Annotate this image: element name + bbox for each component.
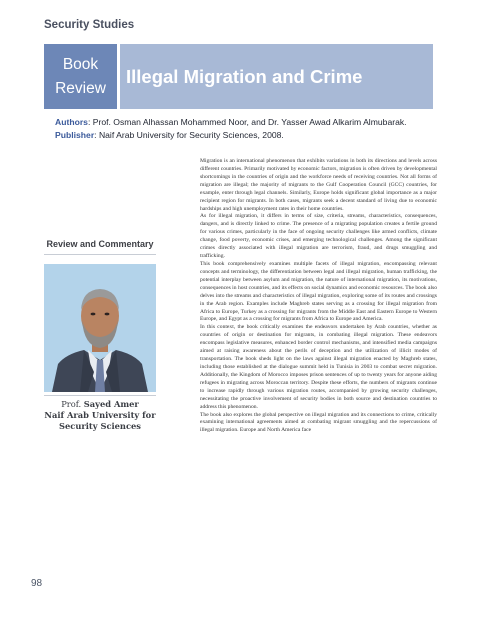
sidebar-divider: [44, 254, 156, 255]
sidebar-heading: Review and Commentary: [46, 239, 154, 249]
caption-divider: [44, 395, 156, 396]
authors-value: : Prof. Osman Alhassan Mohammed Noor, and Dr. Yasser Awad Alkarim Almubarak.: [87, 117, 407, 127]
body-paragraph: Migration is an international phenomenon that exhibits variations in both its directions and levels across different countries. Primarily motivated by economic factors, migration is often driven by developmental shortcomings in the countries of origin and the workforce needs of receiving countries. Not all forms of migration are illegal; the majority of migrants to the Gulf Cooperation Council (GCC) countries, for example, enter through legal channels. Similarly, Europe holds significant global importance as a major recipient region for migrants. In both cases, migrants seek a decent standard of living due to economic hardships and high unemployment rates in their home countries.: [200, 158, 437, 212]
book-word: Book: [62, 55, 99, 73]
reviewer-photo: [44, 264, 156, 392]
reviewer-caption: [40, 399, 160, 432]
body-paragraph: In this context, the book critically examines the endeavors undertaken by Arab countries, whether as countries of origin or destination for migrants, in combating illegal migration. These endeavors encompass legislative measures, enhanced border control mechanisms, and intensified media campaigns aimed at raising awareness about the perils of deception and the utilization of illicit modes of transportation. The book sheds light on the laws against illegal migration enacted by Maghreb states, including those established at the dialogue summit held in Tunisia in 2003 to combat secret migration. Additionally, the Kingdom of Morocco imposes prison sentences of up to twenty years for anyone aiding refugees in migrating across Moroccan territory. Despite these efforts, the numbers of migrants continue to increase rapidly through various migration routes, accompanied by growing security challenges, necessitating the proactive involvement of security bodies in both source and destination countries to address this phenomenon.: [200, 324, 437, 410]
reviewer-title: Prof.: [61, 399, 84, 409]
publisher-value: : Naif Arab University for Security Sciences, 2008.: [94, 129, 284, 140]
review-body: [200, 158, 437, 435]
book-review-badge: [44, 44, 117, 109]
section-title: Security Studies: [44, 19, 135, 31]
body-paragraph: As for illegal migration, it differs in terms of size, criteria, streams, characteristics, consequences, dangers, and is directly linked to crime. The presence of a migrating population creates a fertile ground for various crimes, particularly in the face of ongoing security challenges like armed conflicts, climate change, food poverty, economic crises, and emerging technological challenges. Among the significant crimes directly associated with illegal migration are terrorism, fraud, and drugs smuggling and trafficking.: [200, 213, 437, 260]
publisher-line: [55, 129, 445, 142]
body-paragraph: This book comprehensively examines multiple facets of illegal migration, encompassing relevant concepts and terminology, the differentiation between legal and illegal migration, human trafficking, the potential interplay between asylum and migration, the nature of international migration, its motivations, consequences in host countries, and its effects on social dynamics and economic resources. The book also delves into the streams and characteristics of illegal migration, exploring some of its routes and crossings in the Arab region. Examples include Maghreb states serving as a crossing for illegal migration from Africa to Europe, Turkey as a crossing for migrants from the Middle East and Eastern Europe to Western Europe, and Egypt as a crossing for migrants from Africa to Europe and America.: [200, 260, 437, 323]
reviewer-name-line: [40, 399, 160, 410]
authors-line: [55, 116, 445, 129]
title-banner: [44, 44, 433, 109]
body-paragraph: The book also explores the global perspective on illegal migration and its connections to crime, critically examining international agreements aimed at combating migrant smuggling and the repercussions of illegal migration. Europe and North America face: [200, 411, 437, 434]
book-meta: [55, 116, 445, 141]
authors-label: Authors: [55, 117, 88, 127]
publisher-label: Publisher: [55, 129, 95, 140]
review-title: Illegal Migration and Crime: [120, 44, 433, 109]
review-word: Review: [55, 79, 106, 97]
page-number: 98: [31, 578, 43, 589]
reviewer-affiliation: Naif Arab University for Security Sciences: [44, 410, 156, 431]
reviewer-name: Sayed Amer: [83, 399, 139, 409]
